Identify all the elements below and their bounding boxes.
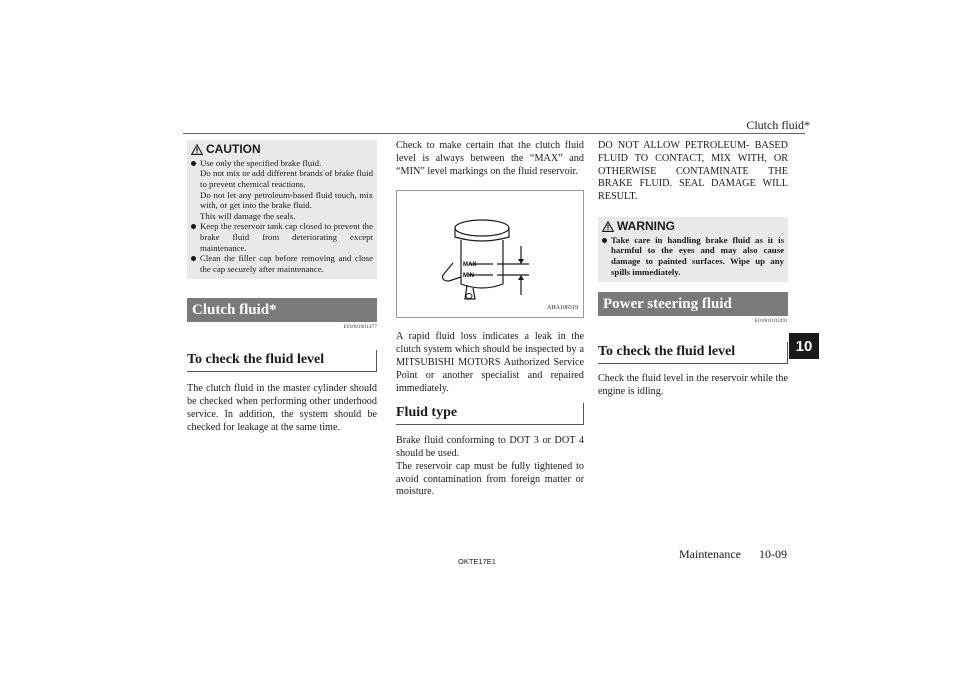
column-middle (396, 140, 584, 499)
page-footer (679, 547, 787, 562)
reservoir-figure (396, 190, 584, 318)
section-title-power-steering: Power steering fluid (598, 292, 788, 316)
chapter-tab: 10 (789, 333, 819, 359)
notice-text: DO NOT ALLOW PETROLEUM- BASED FLUID TO CONTACT, MIX WITH, OR OTHERWISE CONTAMINATE THE BRAKE FLUID. SEAL DAMAGE WILL RESULT. (598, 140, 788, 203)
caution-text: Do not let any petroleum-based fluid touch, mix with, or get into the brake fluid. (200, 189, 373, 211)
warning-triangle-icon (602, 221, 614, 232)
caution-text: This will damage the seals. (200, 210, 296, 221)
section-code: E01001102491 (754, 318, 788, 325)
caution-text: Clean the filler cap before removing and close the cap securely after maintenance. (200, 253, 373, 274)
document-code: OKTE17E1 (458, 557, 496, 566)
min-marking: MIN (463, 273, 474, 280)
body-text: A rapid fluid loss indicates a leak in the clutch system which should be inspected by a MITSUBISHI MOTORS Authorized Service Point or another specialist and repaired immediately. (396, 331, 584, 394)
caution-label: CAUTION (206, 142, 261, 156)
body-text: Brake fluid conforming to DOT 3 or DOT 4 should be used. (396, 435, 584, 459)
section-title-clutch-fluid: Clutch fluid* (187, 298, 377, 322)
caution-box (187, 140, 377, 279)
page-number: 10-09 (758, 547, 787, 561)
caution-heading (191, 143, 373, 156)
warning-heading (602, 220, 784, 233)
max-marking: MAX (463, 262, 477, 269)
warning-triangle-icon (191, 144, 203, 155)
footer-section: Maintenance (679, 547, 741, 561)
body-text: Check the fluid level in the reservoir while the engine is idling. (598, 372, 788, 397)
warning-box (598, 217, 788, 282)
body-text: The reservoir cap must be fully tightened to avoid contamination from foreign matter or moisture. (396, 460, 584, 498)
section-code: E01001001477 (343, 324, 377, 331)
bullet-icon (191, 161, 196, 166)
column-right (598, 140, 788, 399)
caution-item (191, 221, 373, 253)
subsection-title: Fluid type (396, 403, 584, 425)
caution-text: Use only the specified brake fluid. (200, 157, 322, 168)
subsection-title: To check the fluid level (187, 350, 377, 372)
subsection-title: To check the fluid level (598, 342, 788, 364)
caution-text: Keep the reservoir tank cap closed to prevent the brake fluid from deteriorating except maintenance. (200, 221, 373, 253)
bullet-icon (191, 224, 196, 229)
column-left (187, 140, 377, 434)
body-text: The clutch fluid in the master cylinder should be checked when performing other underhood service. In addition, the system should be checked for leakage at the same time. (187, 383, 377, 433)
page-header-title: Clutch fluid* (746, 118, 810, 132)
caution-text: Do not mix or add different brands of brake fluid to prevent chemical reactions. (200, 168, 373, 189)
fluid-reservoir-illustration (397, 191, 583, 317)
warning-item (602, 235, 784, 277)
bullet-icon (191, 256, 196, 261)
header-rule (183, 133, 805, 134)
caution-item (191, 253, 373, 274)
body-text: Check to make certain that the clutch fluid level is always between the “MAX” and “MIN” level markings on the fluid reservoir. (396, 140, 584, 177)
caution-item (191, 158, 373, 222)
figure-code: AHA106519 (547, 304, 578, 311)
bullet-icon (602, 238, 607, 243)
warning-label: WARNING (617, 218, 675, 233)
warning-text: Take care in handling brake fluid as it is harmful to the eyes and may also cause damage to painted surfaces. Wipe up any spills immediately. (611, 234, 784, 277)
